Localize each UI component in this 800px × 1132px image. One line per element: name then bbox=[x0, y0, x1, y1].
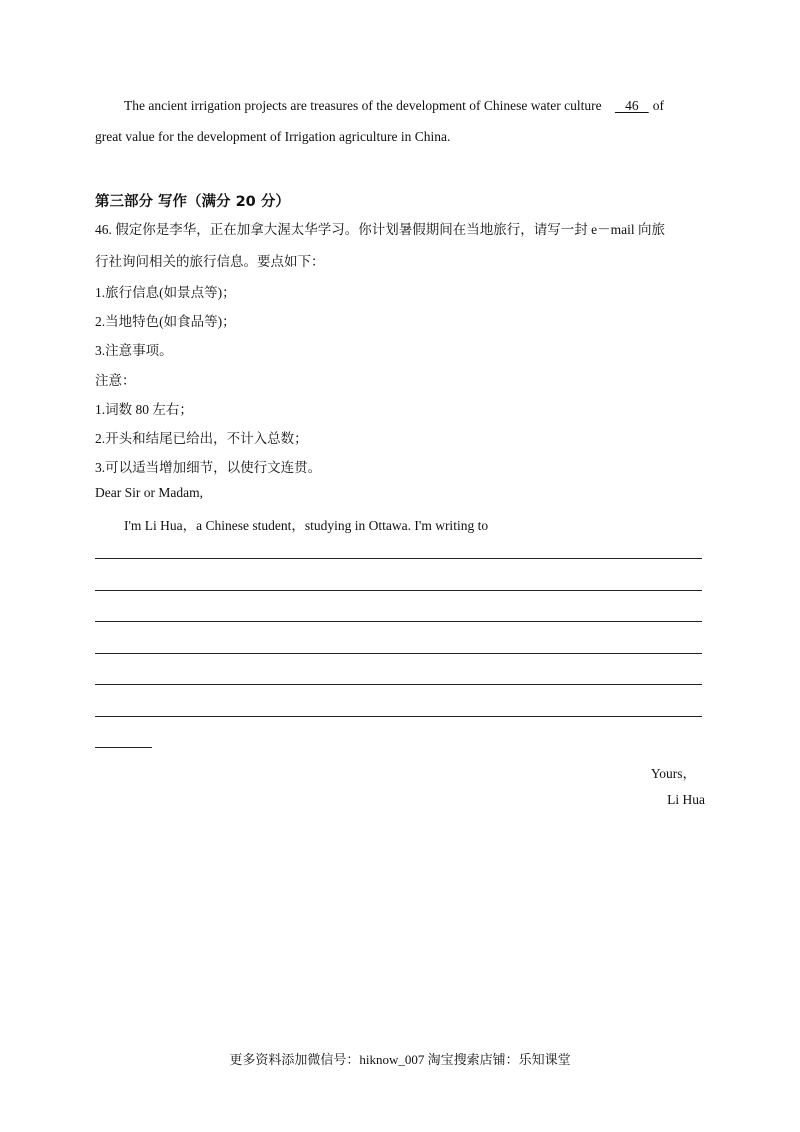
section-heading: 第三部分 写作（满分 20 分） bbox=[95, 194, 290, 210]
task-point-1: 1.旅行信息(如景点等)； bbox=[95, 285, 236, 300]
blank-number: 46 bbox=[625, 98, 639, 113]
letter-opening: I'm Li Hua，a Chinese student，studying in Ottawa. I'm writing to bbox=[124, 518, 489, 533]
writing-line-4 bbox=[95, 653, 702, 654]
task-prompt-line-2: 行社询问相关的旅行信息。要点如下： bbox=[95, 254, 325, 269]
passage-line-1 bbox=[124, 98, 664, 114]
letter-salutation: Dear Sir or Madam, bbox=[95, 485, 203, 500]
answer-blank-46 bbox=[611, 98, 653, 114]
passage-line-2: great value for the development of Irrigation agriculture in China. bbox=[95, 129, 451, 144]
letter-signature: Li Hua bbox=[667, 792, 705, 807]
passage-line-1-suffix: of bbox=[652, 98, 664, 113]
writing-line-2 bbox=[95, 590, 702, 591]
writing-line-short bbox=[95, 747, 152, 748]
writing-line-1 bbox=[95, 558, 702, 559]
passage-line-1-text: The ancient irrigation projects are treasures of the development of Chinese water culture bbox=[124, 98, 602, 113]
letter-closing: Yours， bbox=[650, 766, 696, 781]
note-2: 2.开头和结尾已给出，不计入总数； bbox=[95, 431, 308, 446]
note-1: 1.词数 80 左右； bbox=[95, 402, 193, 417]
writing-line-3 bbox=[95, 621, 702, 622]
task-point-3: 3.注意事项。 bbox=[95, 343, 173, 358]
task-point-2: 2.当地特色(如食品等)； bbox=[95, 314, 236, 329]
notes-label: 注意： bbox=[95, 373, 136, 388]
writing-line-6 bbox=[95, 716, 702, 717]
writing-line-5 bbox=[95, 684, 702, 685]
note-3: 3.可以适当增加细节，以使行文连贯。 bbox=[95, 460, 322, 475]
page-footer: 更多资料添加微信号：hiknow_007 淘宝搜索店铺：乐知课堂 bbox=[229, 1052, 571, 1067]
task-prompt-line-1: 46. 假定你是李华，正在加拿大渥太华学习。你计划暑假期间在当地旅行，请写一封 e－mail 向旅 bbox=[95, 222, 665, 237]
